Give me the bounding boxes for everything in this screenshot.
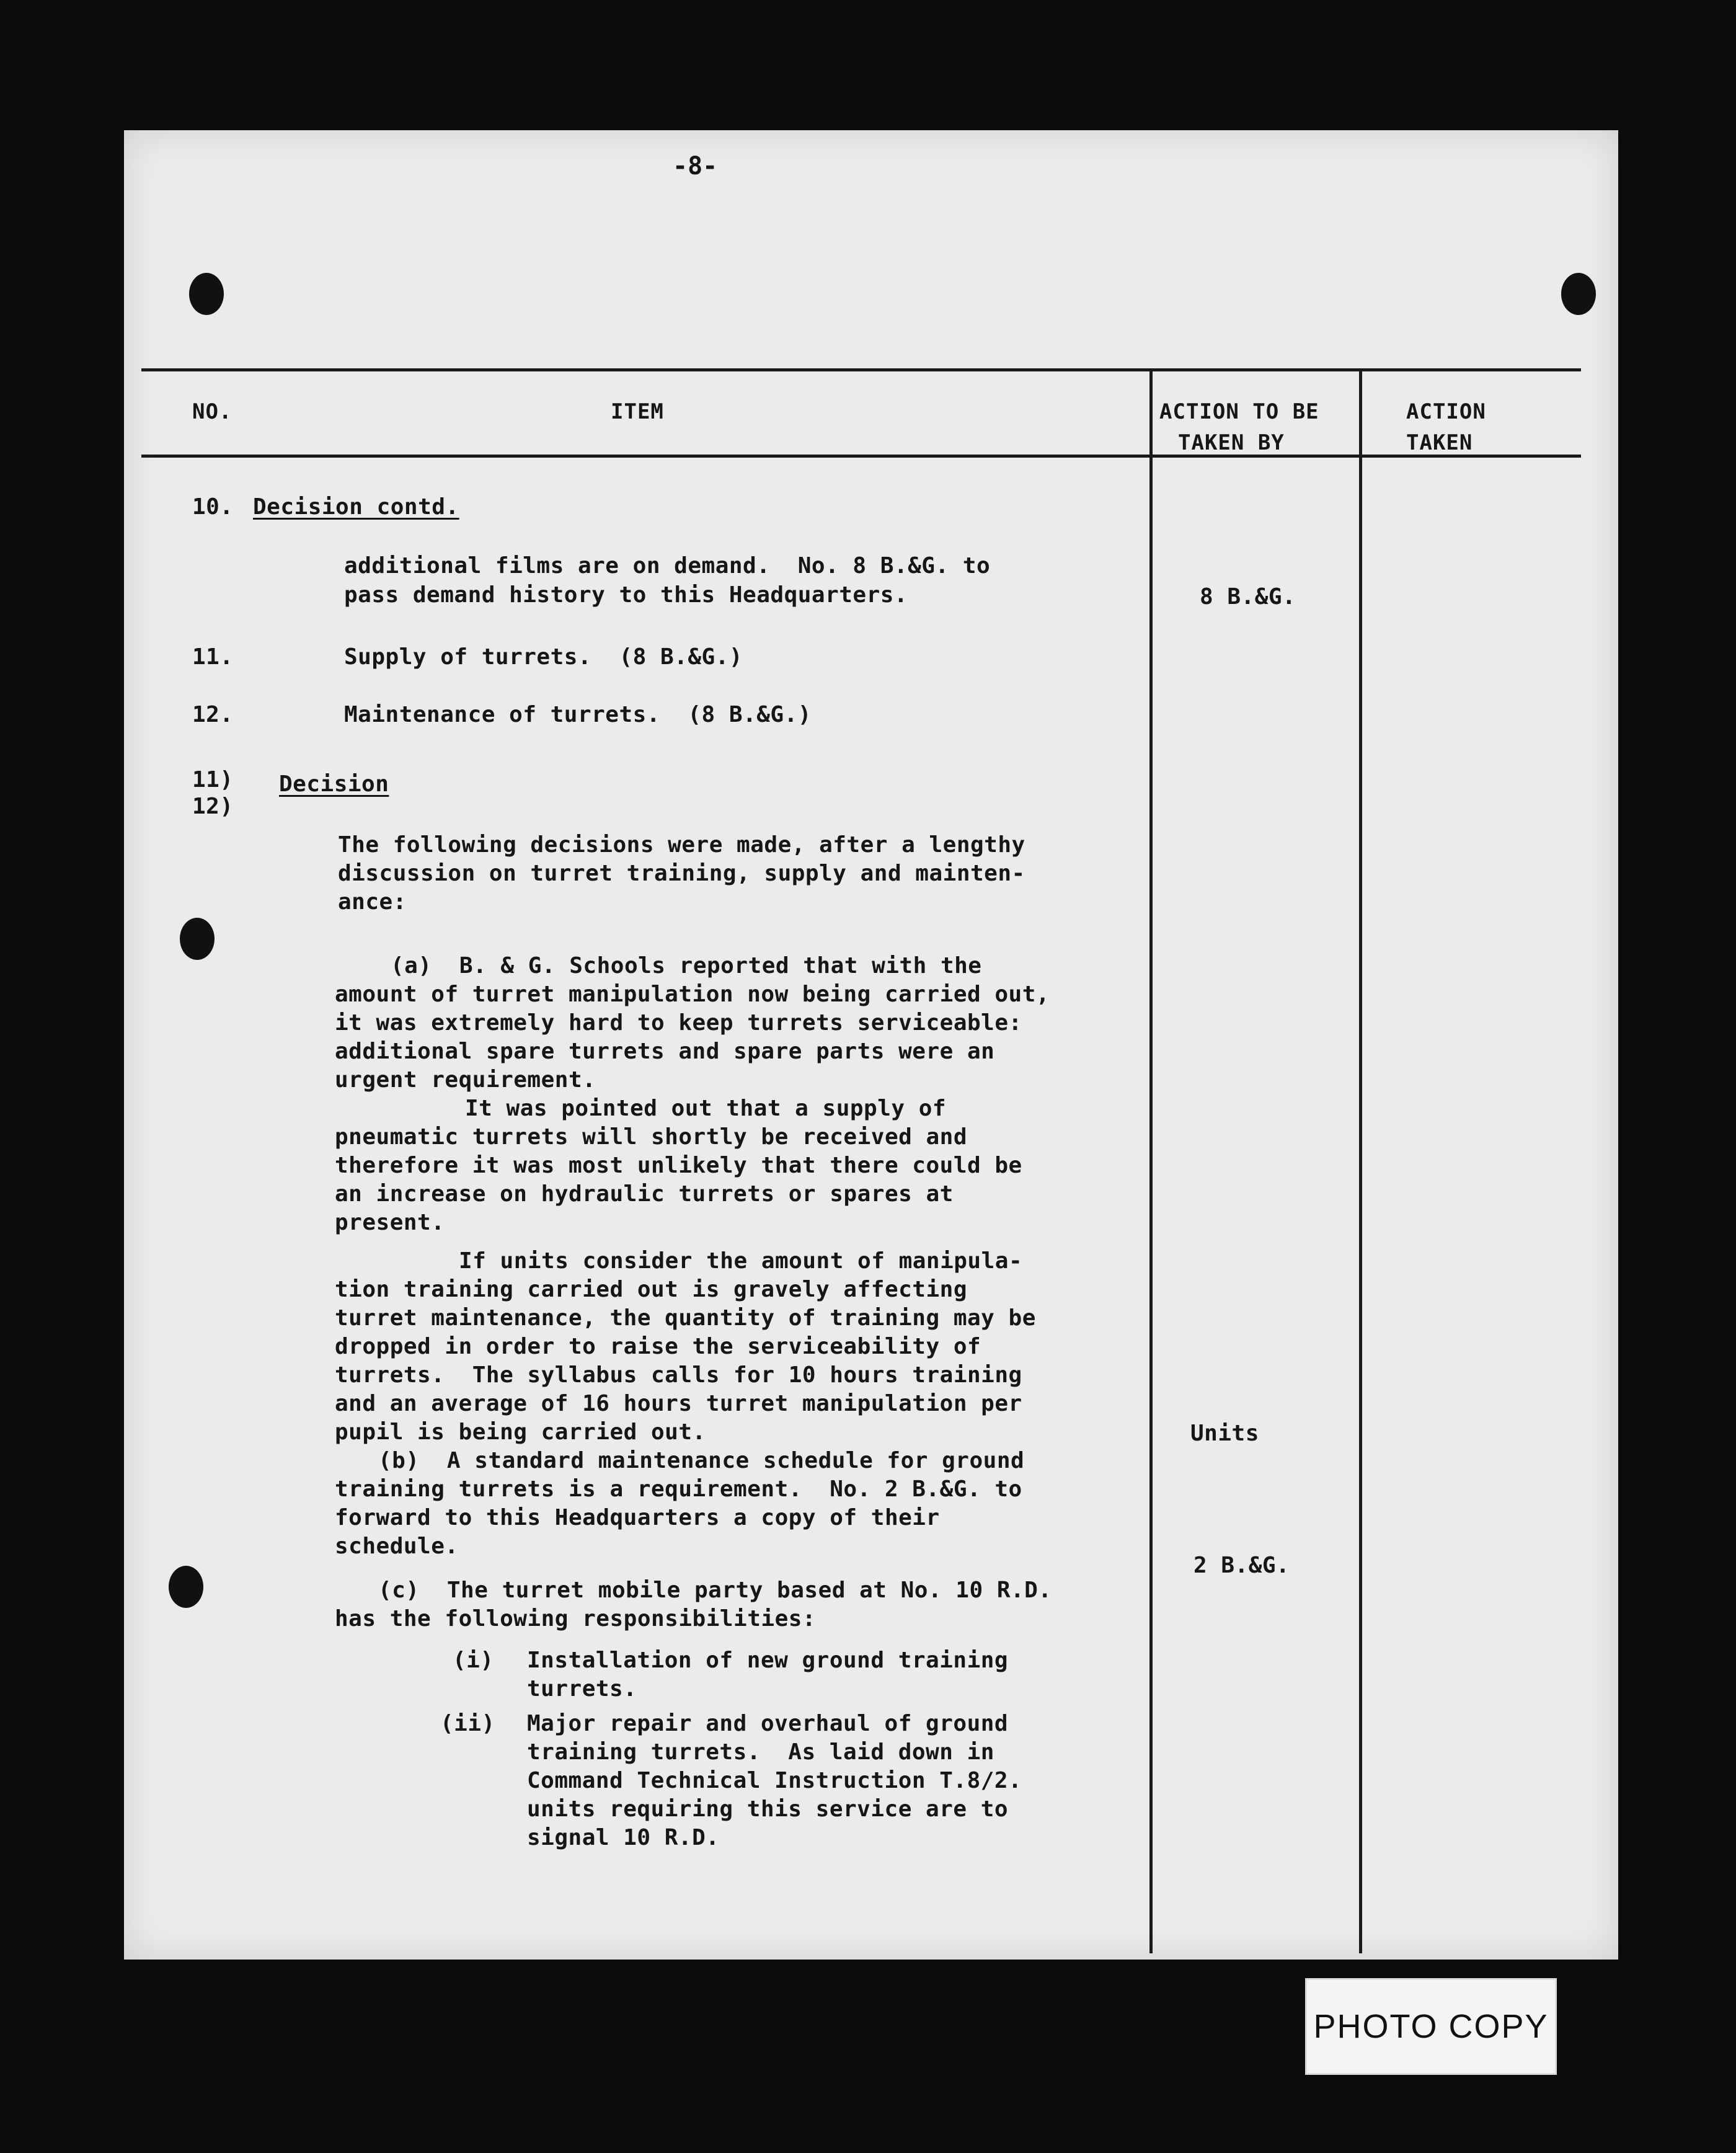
decision-a-line14: dropped in order to raise the serviceability of xyxy=(335,1334,981,1359)
punch-hole-bottom-left xyxy=(169,1566,203,1608)
decision-a-line10: present. xyxy=(335,1210,445,1235)
decision-number-12: 12) xyxy=(192,794,234,819)
table-top-rule xyxy=(141,368,1581,371)
decision-a-line2: amount of turret manipulation now being carried out, xyxy=(335,982,1050,1007)
decision-heading: Decision xyxy=(279,771,389,797)
column-divider-action-by xyxy=(1149,368,1153,1953)
decision-a-line9: an increase on hydraulic turrets or spares at xyxy=(335,1181,954,1207)
decision-intro-line1: The following decisions were made, after a lengthy xyxy=(338,832,1025,858)
item-11-number: 11. xyxy=(192,644,234,670)
decision-c-ii-line4: units requiring this service are to xyxy=(527,1796,1009,1822)
decision-c-line1: (c) The turret mobile party based at No. 10 R.D. xyxy=(378,1578,1052,1603)
punch-hole-top-left xyxy=(189,273,224,315)
decision-c-line2: has the following responsibilities: xyxy=(335,1606,817,1631)
decision-c-i-number: (i) xyxy=(453,1648,494,1673)
decision-a-line6: It was pointed out that a supply of xyxy=(465,1096,947,1121)
decision-a-line8: therefore it was most unlikely that there could be xyxy=(335,1153,1022,1178)
decision-b-line4: schedule. xyxy=(335,1534,459,1559)
decision-a-line1: (a) B. & G. Schools reported that with the xyxy=(391,953,982,979)
decision-b-action: 2 B.&G. xyxy=(1194,1553,1290,1578)
item-10-text-line2: pass demand history to this Headquarters. xyxy=(344,582,908,608)
header-action-by-line2: TAKEN BY xyxy=(1178,430,1285,455)
punch-hole-middle-left xyxy=(180,918,215,960)
header-action-taken-line1: ACTION xyxy=(1406,399,1486,424)
item-11-text: Supply of turrets. (8 B.&G.) xyxy=(344,644,743,670)
header-item: ITEM xyxy=(611,399,664,424)
decision-c-ii-number: (ii) xyxy=(440,1711,495,1736)
decision-c-i-line1: Installation of new ground training xyxy=(527,1648,1009,1673)
decision-b-line2: training turrets is a requirement. No. 2 B.&G. to xyxy=(335,1476,1022,1502)
decision-a-line4: additional spare turrets and spare parts were an xyxy=(335,1039,995,1064)
decision-a-line17: pupil is being carried out. xyxy=(335,1419,706,1445)
photo-copy-stamp: PHOTO COPY xyxy=(1305,1978,1557,2075)
decision-a-line12: tion training carried out is gravely affecting xyxy=(335,1277,967,1302)
item-10-heading: Decision contd. xyxy=(253,494,459,520)
decision-a-line5: urgent requirement. xyxy=(335,1067,596,1093)
decision-c-i-line2: turrets. xyxy=(527,1676,637,1702)
decision-b-line3: forward to this Headquarters a copy of their xyxy=(335,1505,940,1530)
header-action-by-line1: ACTION TO BE xyxy=(1159,399,1319,424)
column-divider-action-taken xyxy=(1359,368,1362,1953)
decision-a-line11: If units consider the amount of manipula- xyxy=(459,1248,1023,1274)
decision-a-line16: and an average of 16 hours turret manipulation per xyxy=(335,1391,1022,1416)
decision-a-action: Units xyxy=(1190,1421,1259,1446)
item-10-action: 8 B.&G. xyxy=(1200,584,1296,610)
decision-a-line13: turret maintenance, the quantity of training may be xyxy=(335,1305,1036,1331)
decision-c-ii-line5: signal 10 R.D. xyxy=(527,1825,720,1850)
punch-hole-top-right xyxy=(1561,273,1596,315)
decision-a-line15: turrets. The syllabus calls for 10 hours training xyxy=(335,1362,1022,1388)
table-header-rule xyxy=(141,455,1581,458)
item-10-text-line1: additional films are on demand. No. 8 B.&G. to xyxy=(344,553,991,579)
decision-c-ii-line1: Major repair and overhaul of ground xyxy=(527,1711,1009,1736)
header-action-taken-line2: TAKEN xyxy=(1406,430,1473,455)
decision-intro-line3: ance: xyxy=(338,889,407,915)
item-12-text: Maintenance of turrets. (8 B.&G.) xyxy=(344,702,812,727)
page-number: -8- xyxy=(673,152,718,180)
header-no: NO. xyxy=(192,399,232,424)
decision-number-11: 11) xyxy=(192,767,234,792)
decision-intro-line2: discussion on turret training, supply and mainten- xyxy=(338,861,1025,886)
decision-c-ii-line3: Command Technical Instruction T.8/2. xyxy=(527,1768,1022,1793)
decision-c-ii-line2: training turrets. As laid down in xyxy=(527,1739,994,1765)
decision-a-line3: it was extremely hard to keep turrets serviceable: xyxy=(335,1010,1022,1036)
item-12-number: 12. xyxy=(192,702,234,727)
decision-b-line1: (b) A standard maintenance schedule for ground xyxy=(378,1448,1025,1473)
item-10-number: 10. xyxy=(192,494,234,520)
decision-a-line7: pneumatic turrets will shortly be received and xyxy=(335,1124,967,1150)
